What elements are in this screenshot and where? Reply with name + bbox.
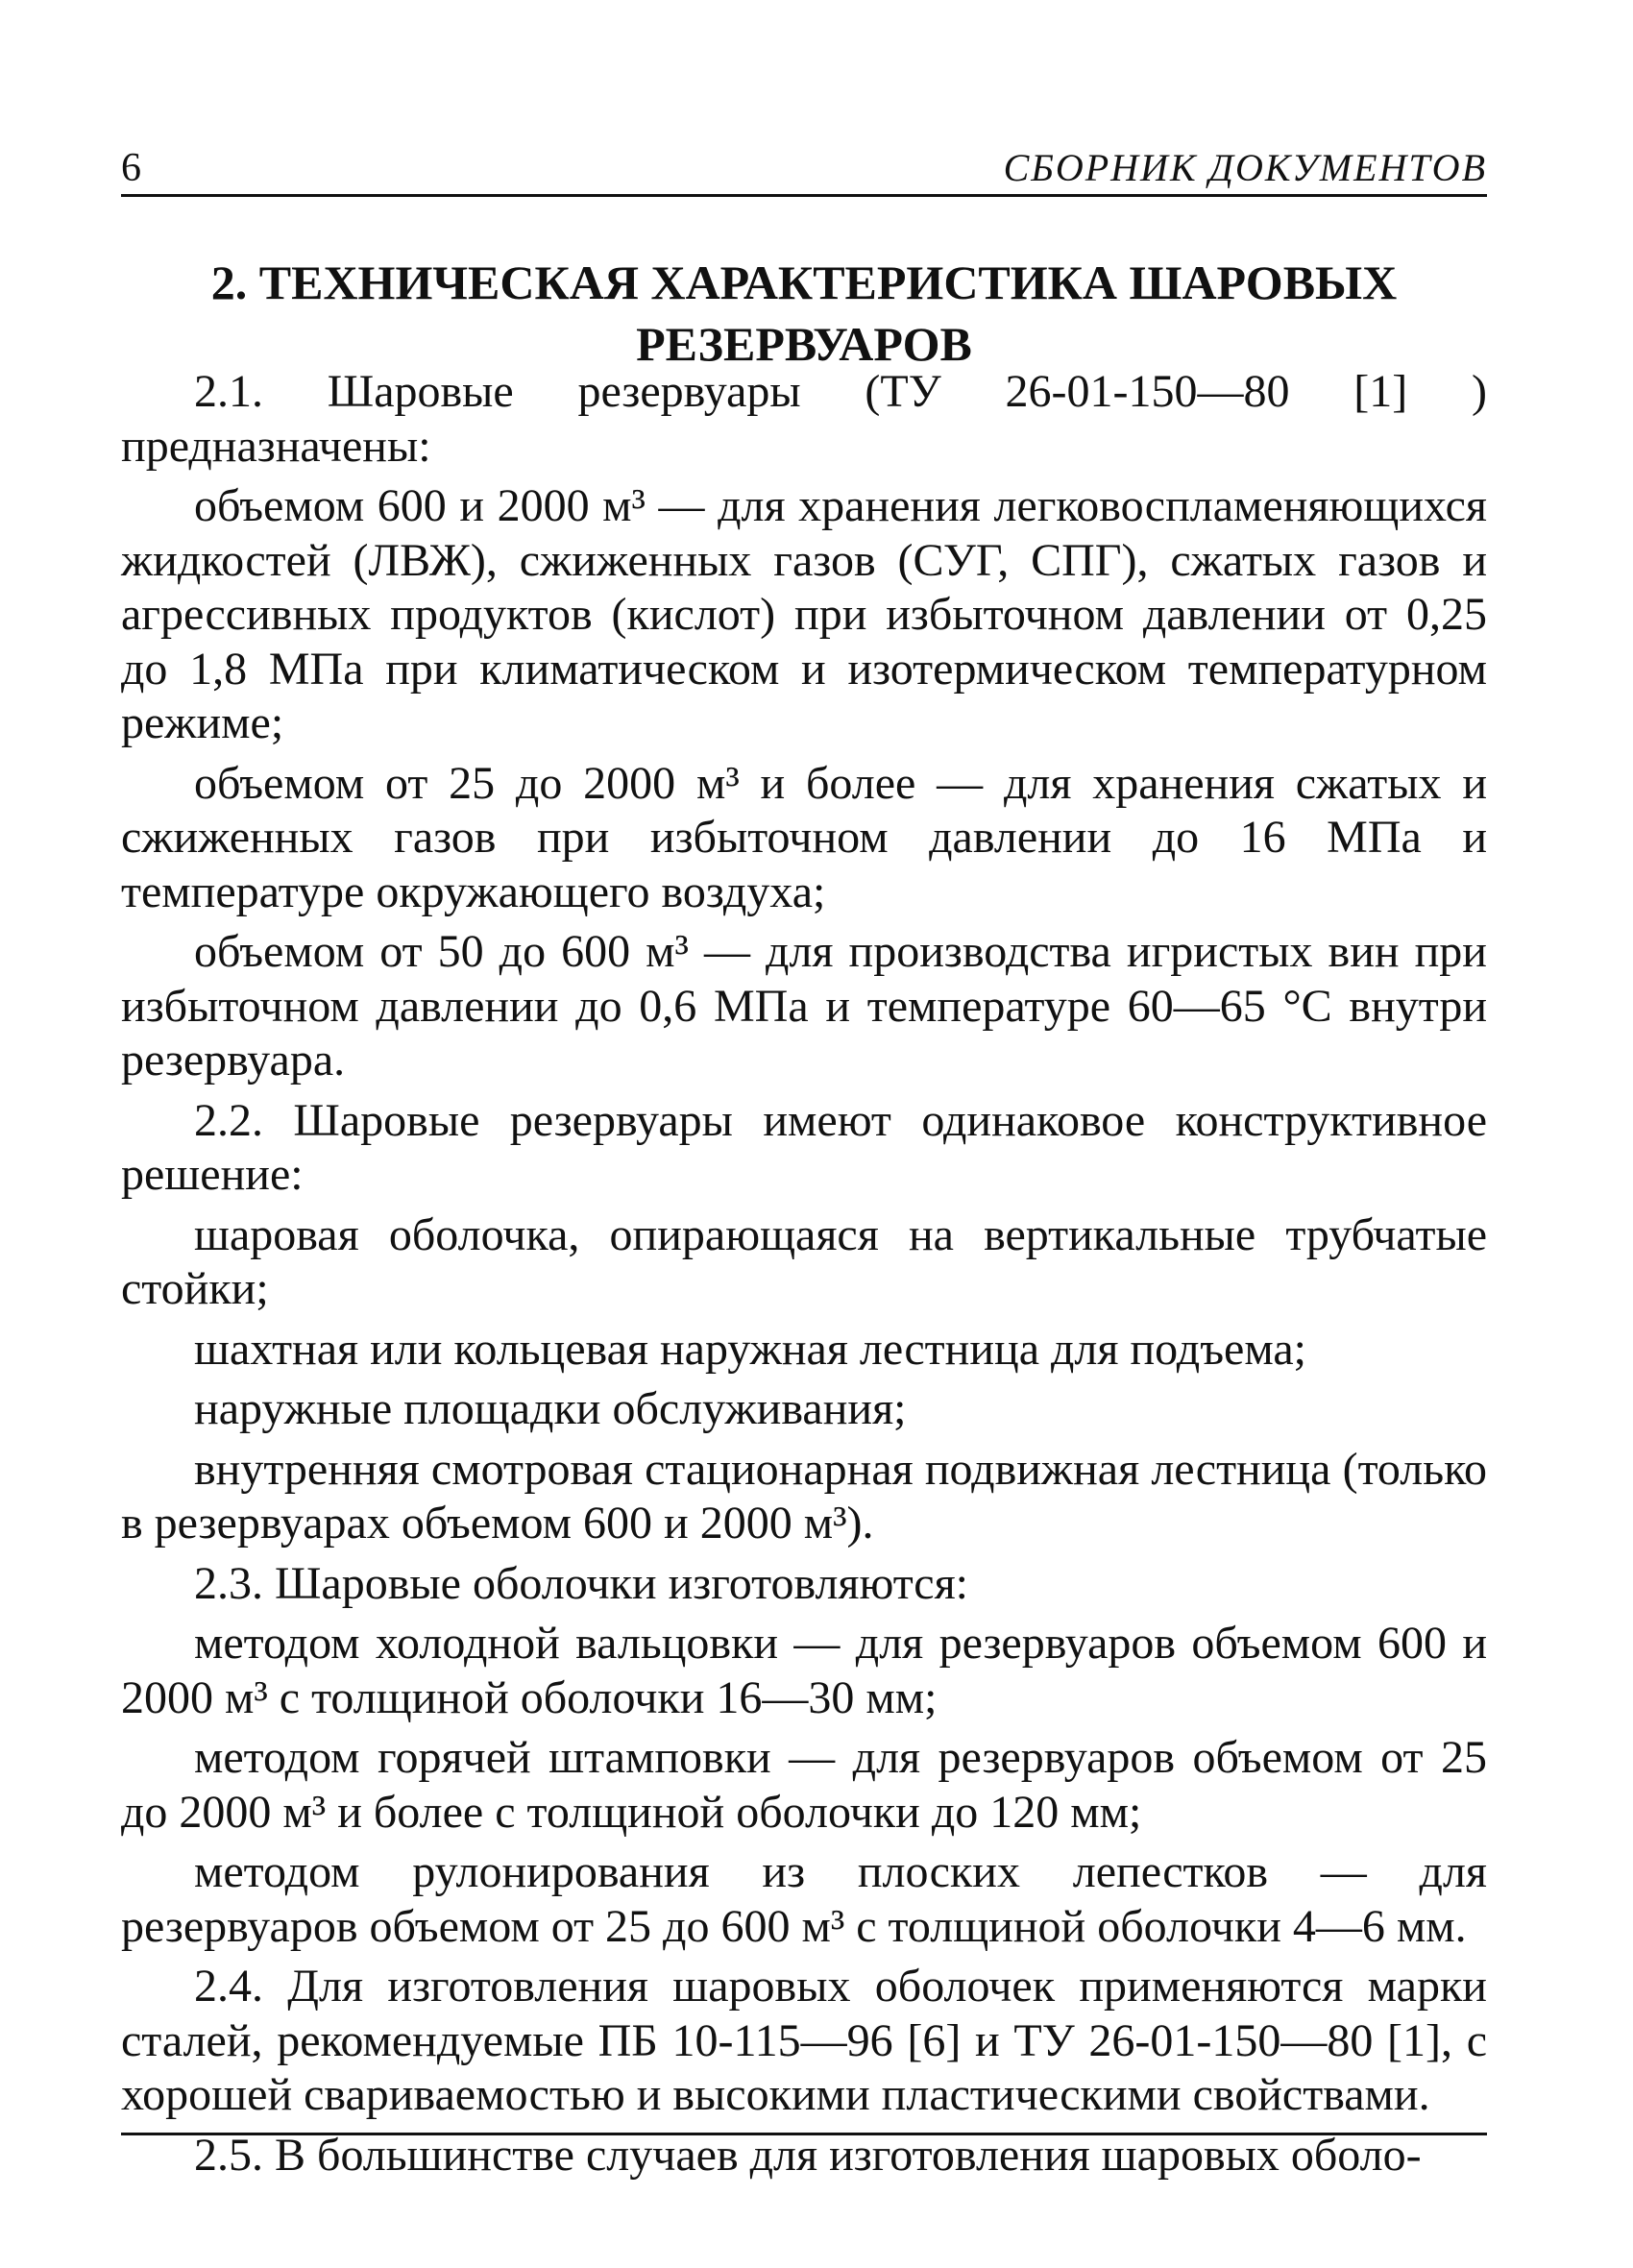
paragraph-spherical-shell: шаровая оболочка, опирающаяся на вертикальные трубчатые стойки; xyxy=(121,1208,1487,1314)
paragraph-2-2: 2.2. Шаровые резервуары имеют одинаковое конструктивное решение: xyxy=(121,1094,1487,1200)
paragraph-coiling: методом рулонирования из плоских лепестков — для резервуаров объемом от 25 до 600 м³ с толщиной оболочки 4—6 мм. xyxy=(121,1846,1487,1952)
paragraph-2-1: 2.1. Шаровые резервуары (ТУ 26-01-150—80 [1] ) предназначены: xyxy=(121,366,1487,472)
paragraph-2-5: 2.5. В большинстве случаев для изготовления шаровых оболо- xyxy=(194,2129,1422,2181)
section-title-line-1: 2. ТЕХНИЧЕСКАЯ ХАРАКТЕРИСТИКА ШАРОВЫХ xyxy=(210,255,1398,309)
document-page xyxy=(121,0,1487,2268)
paragraph-cold-rolling: методом холодной вальцовки — для резервуаров объемом 600 и 2000 м³ с толщиной оболочки 16—30 мм; xyxy=(121,1618,1487,1723)
section-title xyxy=(121,252,1487,375)
paragraph-2-3: 2.3. Шаровые оболочки изготовляются: xyxy=(194,1557,969,1609)
collection-title: СБОРНИК ДОКУМЕНТОВ xyxy=(1003,146,1487,189)
paragraph-outer-ladder: шахтная или кольцевая наружная лестница для подъема; xyxy=(194,1323,1306,1375)
paragraph-hot-stamping: методом горячей штамповки — для резервуаров объемом от 25 до 2000 м³ и более с толщиной оболочки до 120 мм; xyxy=(121,1732,1487,1838)
paragraph-inner-ladder: внутренняя смотровая стационарная подвижная лестница (только в резервуарах объемом 600 и 2000 м³). xyxy=(121,1443,1487,1549)
paragraph-2-4: 2.4. Для изготовления шаровых оболочек применяются марки сталей, рекомендуемые ПБ 10-115—96 [6] и ТУ 26-01-150—80 [1], с хорошей свариваемостью и высокими пластическими свойствами. xyxy=(121,1961,1487,2120)
paragraph-volume-600-2000: объемом 600 и 2000 м³ — для хранения легковоспламеняющихся жидкостей (ЛВЖ), сжиженных газов (СУГ, СПГ), сжатых газов и агрессивных продуктов (кислот) при избыточном давлении от 0,25 до 1,8 МПа при климатическом и изотермическом температурном режиме; xyxy=(121,480,1487,748)
paragraph-service-platforms: наружные площадки обслуживания; xyxy=(194,1383,907,1434)
paragraph-volume-25-2000: объемом от 25 до 2000 м³ и более — для хранения сжатых и сжиженных газов при избыточном давлении до 16 МПа и температуре окружающего воздуха; xyxy=(121,757,1487,917)
body-text xyxy=(121,365,1487,2183)
page-number: 6 xyxy=(121,146,141,190)
bottom-rule xyxy=(121,2133,1487,2135)
paragraph-volume-50-600: объемом от 50 до 600 м³ — для производства игристых вин при избыточном давлении до 0,6 МПа и температуре 60—65 °С внутри резервуара. xyxy=(121,926,1487,1085)
running-header xyxy=(121,142,1487,197)
section-title-line-2: РЕЗЕРВУАРОВ xyxy=(636,316,972,371)
